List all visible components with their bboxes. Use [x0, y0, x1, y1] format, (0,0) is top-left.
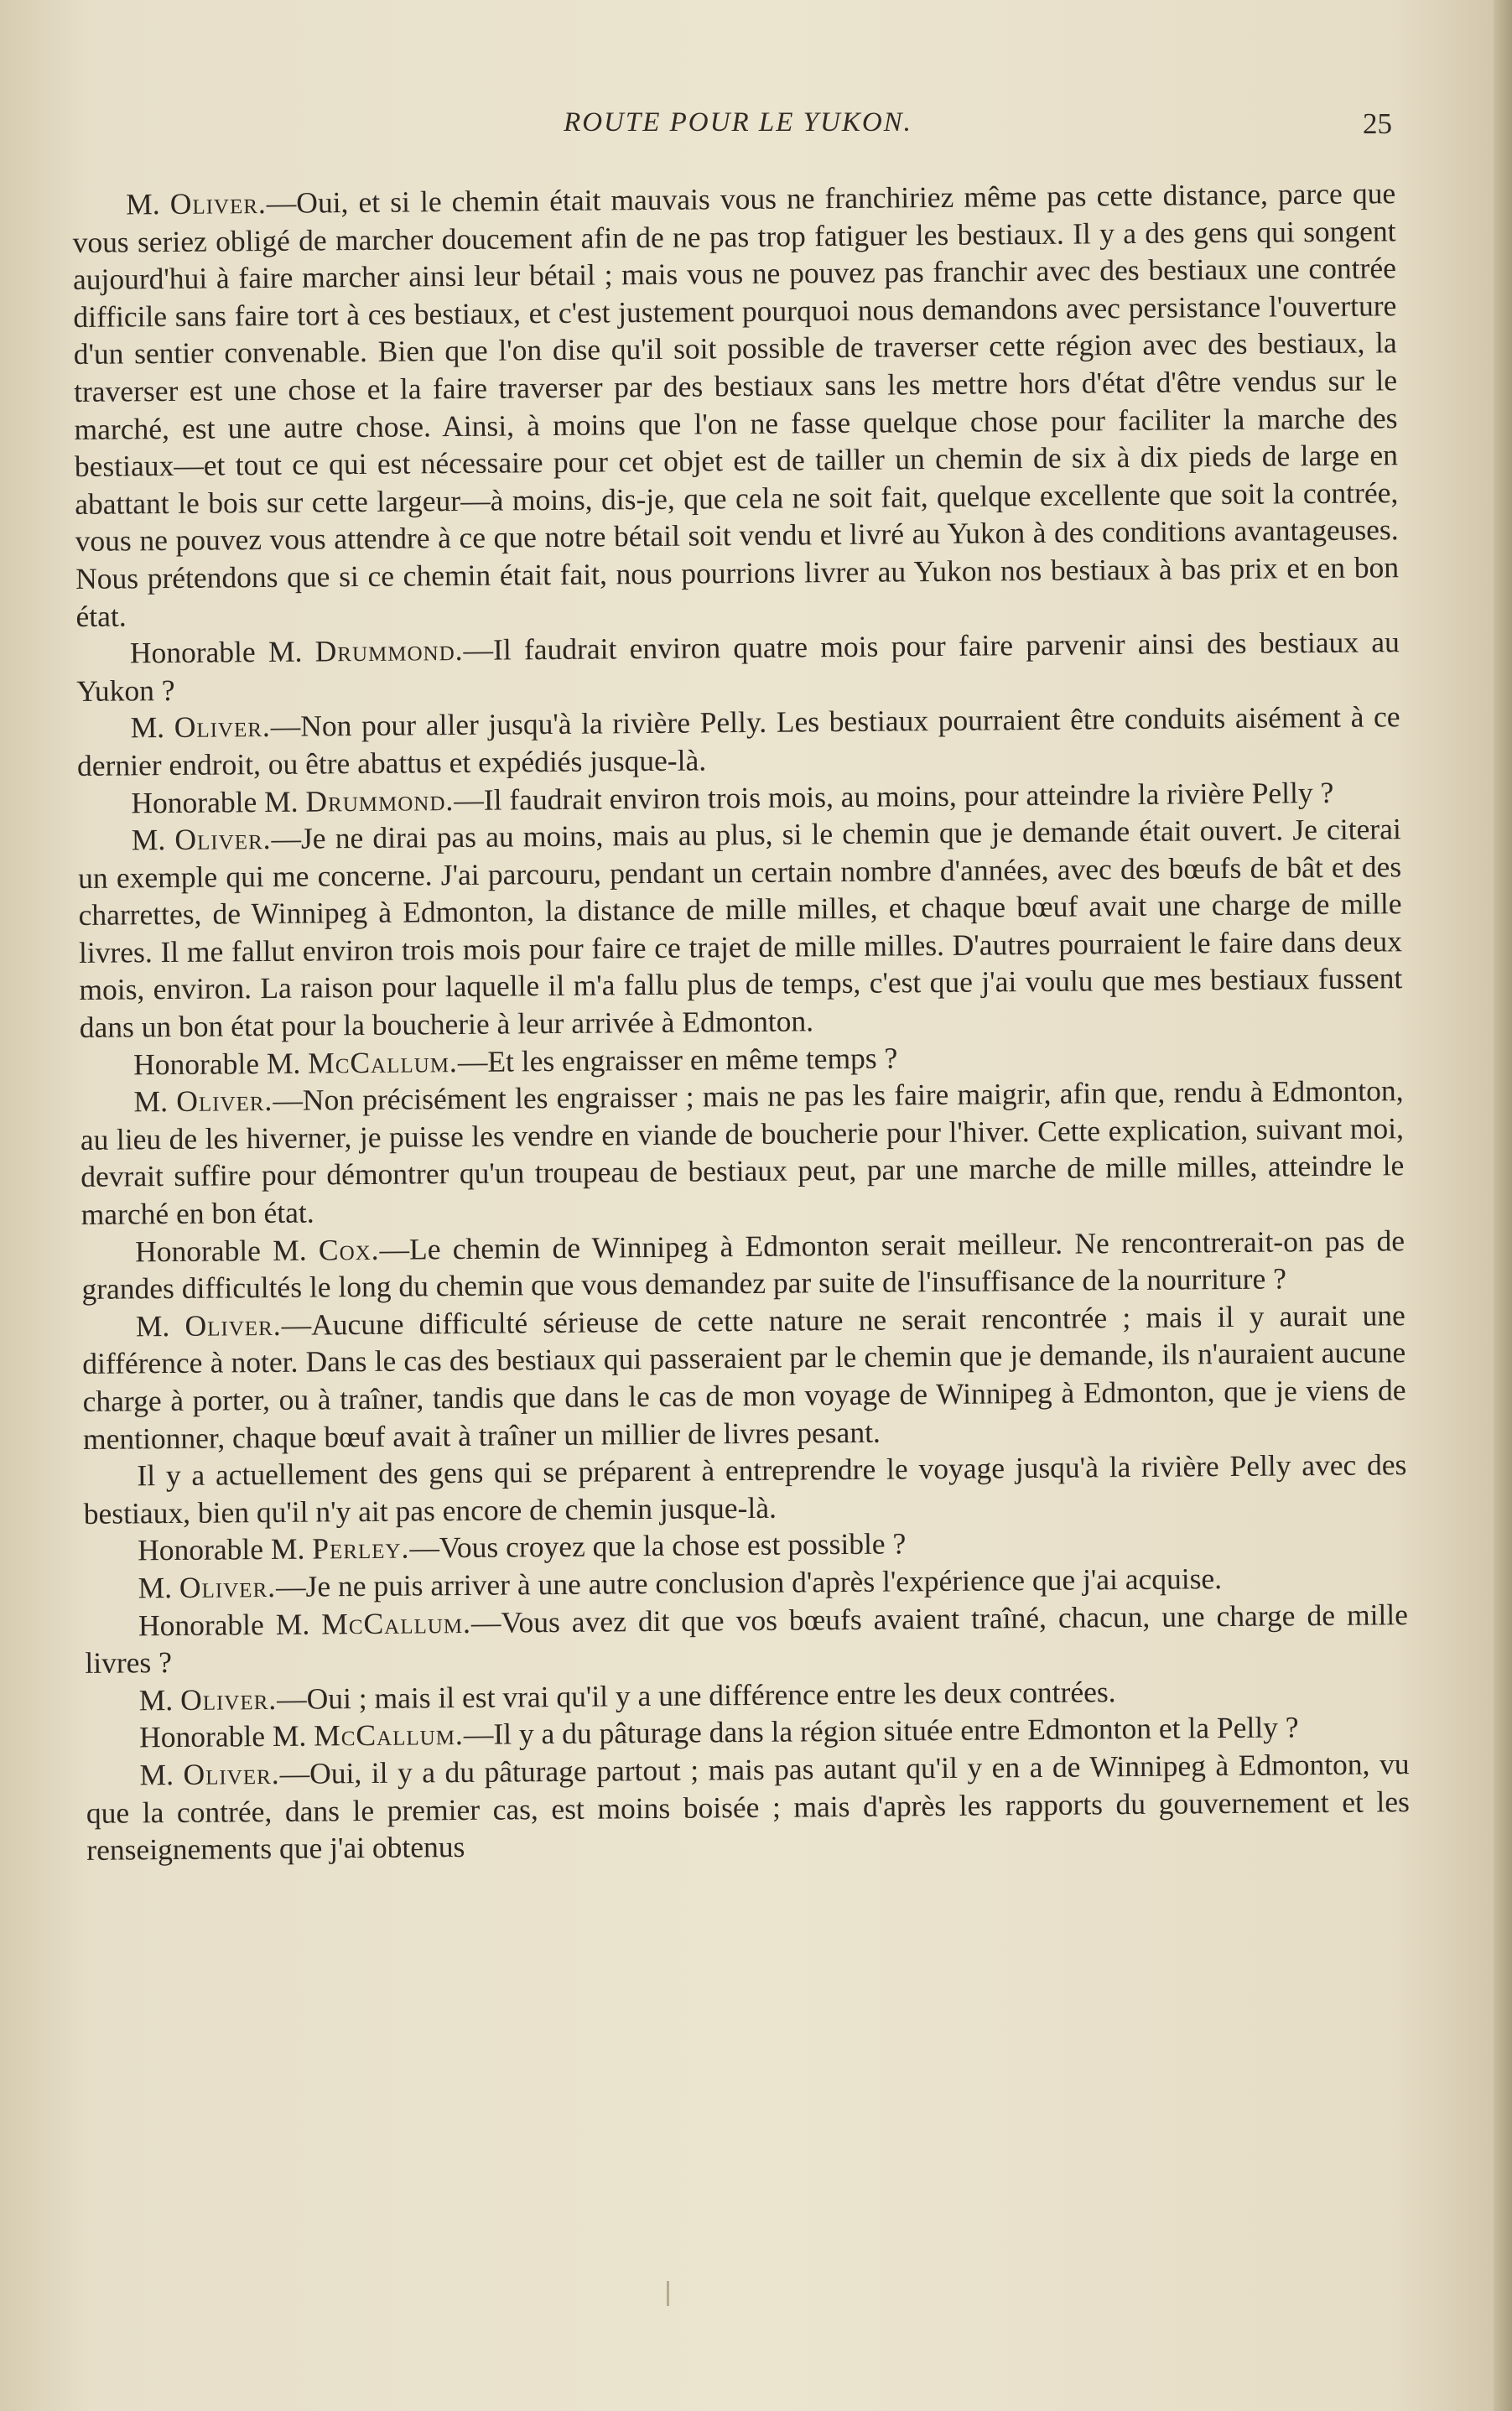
- speaker-name: Oliver.: [176, 1083, 273, 1119]
- paragraph: [86, 1745, 1410, 1869]
- speaker-name: Cox.: [318, 1232, 380, 1267]
- speaker-name: Oliver.: [183, 1756, 280, 1791]
- speaker-prefix: Honorable M.: [129, 634, 315, 670]
- speaker-name: Oliver.: [184, 1307, 282, 1343]
- paragraph: [81, 1222, 1405, 1308]
- speaker-name: Drummond.: [305, 782, 455, 818]
- speaker-prefix: M.: [138, 1570, 180, 1605]
- paragraph-text: —Il faudrait environ quatre mois pour faire parvenir ainsi des bestiaux au Yukon ?: [76, 625, 1400, 708]
- speaker-prefix: Honorable M.: [131, 784, 306, 819]
- speaker-name: McCallum.: [321, 1605, 472, 1641]
- paragraph-text: —Il faudrait environ trois mois, au moins, pour atteindre la rivière Pelly ?: [454, 775, 1334, 817]
- speaker-prefix: Honorable M.: [138, 1607, 322, 1642]
- paragraph-text: —Je ne puis arriver à une autre conclusion d'après l'expérience que j'ai acquise.: [275, 1561, 1223, 1603]
- speaker-prefix: M.: [130, 710, 174, 745]
- speaker-prefix: Honorable M.: [132, 1046, 309, 1082]
- speaker-name: Oliver.: [169, 185, 267, 221]
- speaker-prefix: M.: [138, 1682, 181, 1717]
- speaker-name: Drummond.: [314, 633, 464, 668]
- paper-mark: [667, 2281, 669, 2306]
- speaker-prefix: M.: [139, 1757, 184, 1792]
- paragraph: [80, 1072, 1404, 1233]
- paragraph-text: —Le chemin de Winnipeg à Edmonton serait meilleur. Ne rencontrerait-on pas de grandes difficultés le long du chemin que vous demandez par suite de l'insuffisance de la nourriture ?: [81, 1223, 1405, 1307]
- paragraph-text: —Oui, il y a du pâturage partout ; mais pas autant qu'il y en a de Winnipeg à Edmonton, vu que la contrée, dans le premier cas, est moins boisée ; mais d'après les rapports du gouvernement et les renseignements que j'ai obtenus: [86, 1747, 1411, 1868]
- speaker-prefix: M.: [131, 823, 175, 857]
- paragraph-text: —Et les engraisser en même temps ?: [457, 1041, 898, 1078]
- paragraph: [85, 1596, 1409, 1682]
- paragraph-text: —Non précisément les engraisser ; mais ne pas les faire maigrir, afin que, rendu à Edmonton, au lieu de les hiverner, je puisse les vendre en viande de boucherie pour l'hiver. Cette explication, suivant moi, devrait suffire pour démontrer qu'un troupeau de bestiaux peut, par une marche de mille milles, atteindre le marché en bon état.: [80, 1073, 1405, 1231]
- paragraph-text: —Aucune difficulté sérieuse de cette nature ne serait rencontrée ; mais il y aurait une différence à noter. Dans le cas des bestiaux qui passeraient par le chemin que je demande, ils n'auraient aucune charge à porter, ou à traîner, tandis que dans le cas de mon voyage de Winnipeg à Edmonton, que je viens de mentionner, chaque bœuf avait à traîner un millier de livres pesant.: [82, 1297, 1406, 1456]
- paragraph-text: —Je ne dirai pas au moins, mais au plus, si le chemin que je demande était ouvert. Je citerai un exemple qui me concerne. J'ai parcouru, pendant un certain nombre d'années, avec des bœufs de bât et des charrettes, de Winnipeg à Edmonton, la distance de mille milles, et chaque bœuf avait une charge de mille livres. Il me fallut environ trois mois pour faire ce trajet de mille milles. D'autres pourraient le faire dans deux mois, environ. La raison pour laquelle il m'a fallu plus de temps, c'est que j'ai voulu que mes bestiaux fussent dans un bon état pour la boucherie à leur arrivée à Edmonton.: [78, 812, 1403, 1045]
- speaker-prefix: Honorable M.: [134, 1233, 320, 1269]
- paragraph: [78, 810, 1403, 1046]
- speaker-prefix: M.: [135, 1308, 185, 1343]
- paragraph-text: —Vous avez dit que vos bœufs avaient traîné, chacun, une charge de mille livres ?: [85, 1597, 1409, 1681]
- paragraph: [76, 699, 1400, 785]
- paragraph: [76, 623, 1400, 709]
- paragraph-text: —Non pour aller jusqu'à la rivière Pelly. Les bestiaux pourraient être conduits aisément à ce dernier endroit, ou être abattus et expédiés jusque-là.: [76, 699, 1400, 782]
- speaker-name: Oliver.: [179, 1681, 278, 1717]
- speaker-name: Oliver.: [174, 709, 271, 745]
- paragraph-text: —Oui ; mais il est vrai qu'il y a une différence entre les deux contrées.: [277, 1674, 1116, 1716]
- paragraph-text: —Il y a du pâturage dans la région située entre Edmonton et la Pelly ?: [463, 1710, 1299, 1752]
- paragraph-text: —Oui, et si le chemin était mauvais vous ne franchiriez même pas cette distance, parce que vous seriez obligé de marcher doucement afin de ne pas trop fatiguer les bestiaux. Il y a des gens qui songent aujourd'hui à faire marcher ainsi leur bétail ; mais vous ne pouvez pas franchir avec des bestiaux une contrée difficile sans faire tort à ces bestiaux, et c'est justement pourquoi nous demandons avec persistance l'ouverture d'un sentier convenable. Bien que l'on dise qu'il soit possible de traverser cette région avec des bestiaux, la traverser est une chose et la faire traverser par des bestiaux sans les mettre hors d'état d'être vendus sur le marché, est une autre chose. Ainsi, à moins que l'on ne fasse quelque chose pour faciliter la marche des bestiaux—et tout ce qui est nécessaire pour cet objet est de tailler un chemin de six à dix pieds de large en abattant le bois sur cette largeur—à moins, dis-je, que cela ne soit fait, quelque excellente que soit la contrée, vous ne pouvez vous attendre à ce que notre bétail soit vendu et livré au Yukon à des conditions avantageuses. Nous prétendons que si ce chemin était fait, nous pourrions livrer au Yukon nos bestiaux à bas prix et en bon état.: [72, 176, 1400, 633]
- body-text: [72, 174, 1410, 1868]
- speaker-prefix: M.: [133, 1084, 177, 1119]
- paragraph: [82, 1296, 1406, 1458]
- speaker-name: McCallum.: [307, 1044, 459, 1080]
- speaker-name: Oliver.: [174, 822, 272, 857]
- speaker-name: McCallum.: [313, 1717, 465, 1753]
- speaker-name: Perley.: [312, 1530, 410, 1566]
- speaker-prefix: Honorable M.: [138, 1531, 313, 1567]
- page-edge: [1494, 0, 1512, 2411]
- running-title: ROUTE POUR LE YUKON.: [564, 107, 912, 138]
- paragraph-text: Il y a actuellement des gens qui se préparent à entreprendre le voyage jusqu'à la rivière Pelly avec des bestiaux, bien qu'il n'y ait pas encore de chemin jusque-là.: [83, 1447, 1407, 1530]
- speaker-prefix: M.: [126, 186, 170, 221]
- speaker-prefix: Honorable M.: [138, 1718, 314, 1754]
- page-number: 25: [1363, 107, 1392, 140]
- paragraph: [83, 1446, 1407, 1532]
- paragraph-text: —Vous croyez que la chose est possible ?: [409, 1526, 907, 1565]
- speaker-name: Oliver.: [179, 1569, 277, 1604]
- paragraph: [72, 174, 1400, 635]
- page-header: [84, 107, 1392, 158]
